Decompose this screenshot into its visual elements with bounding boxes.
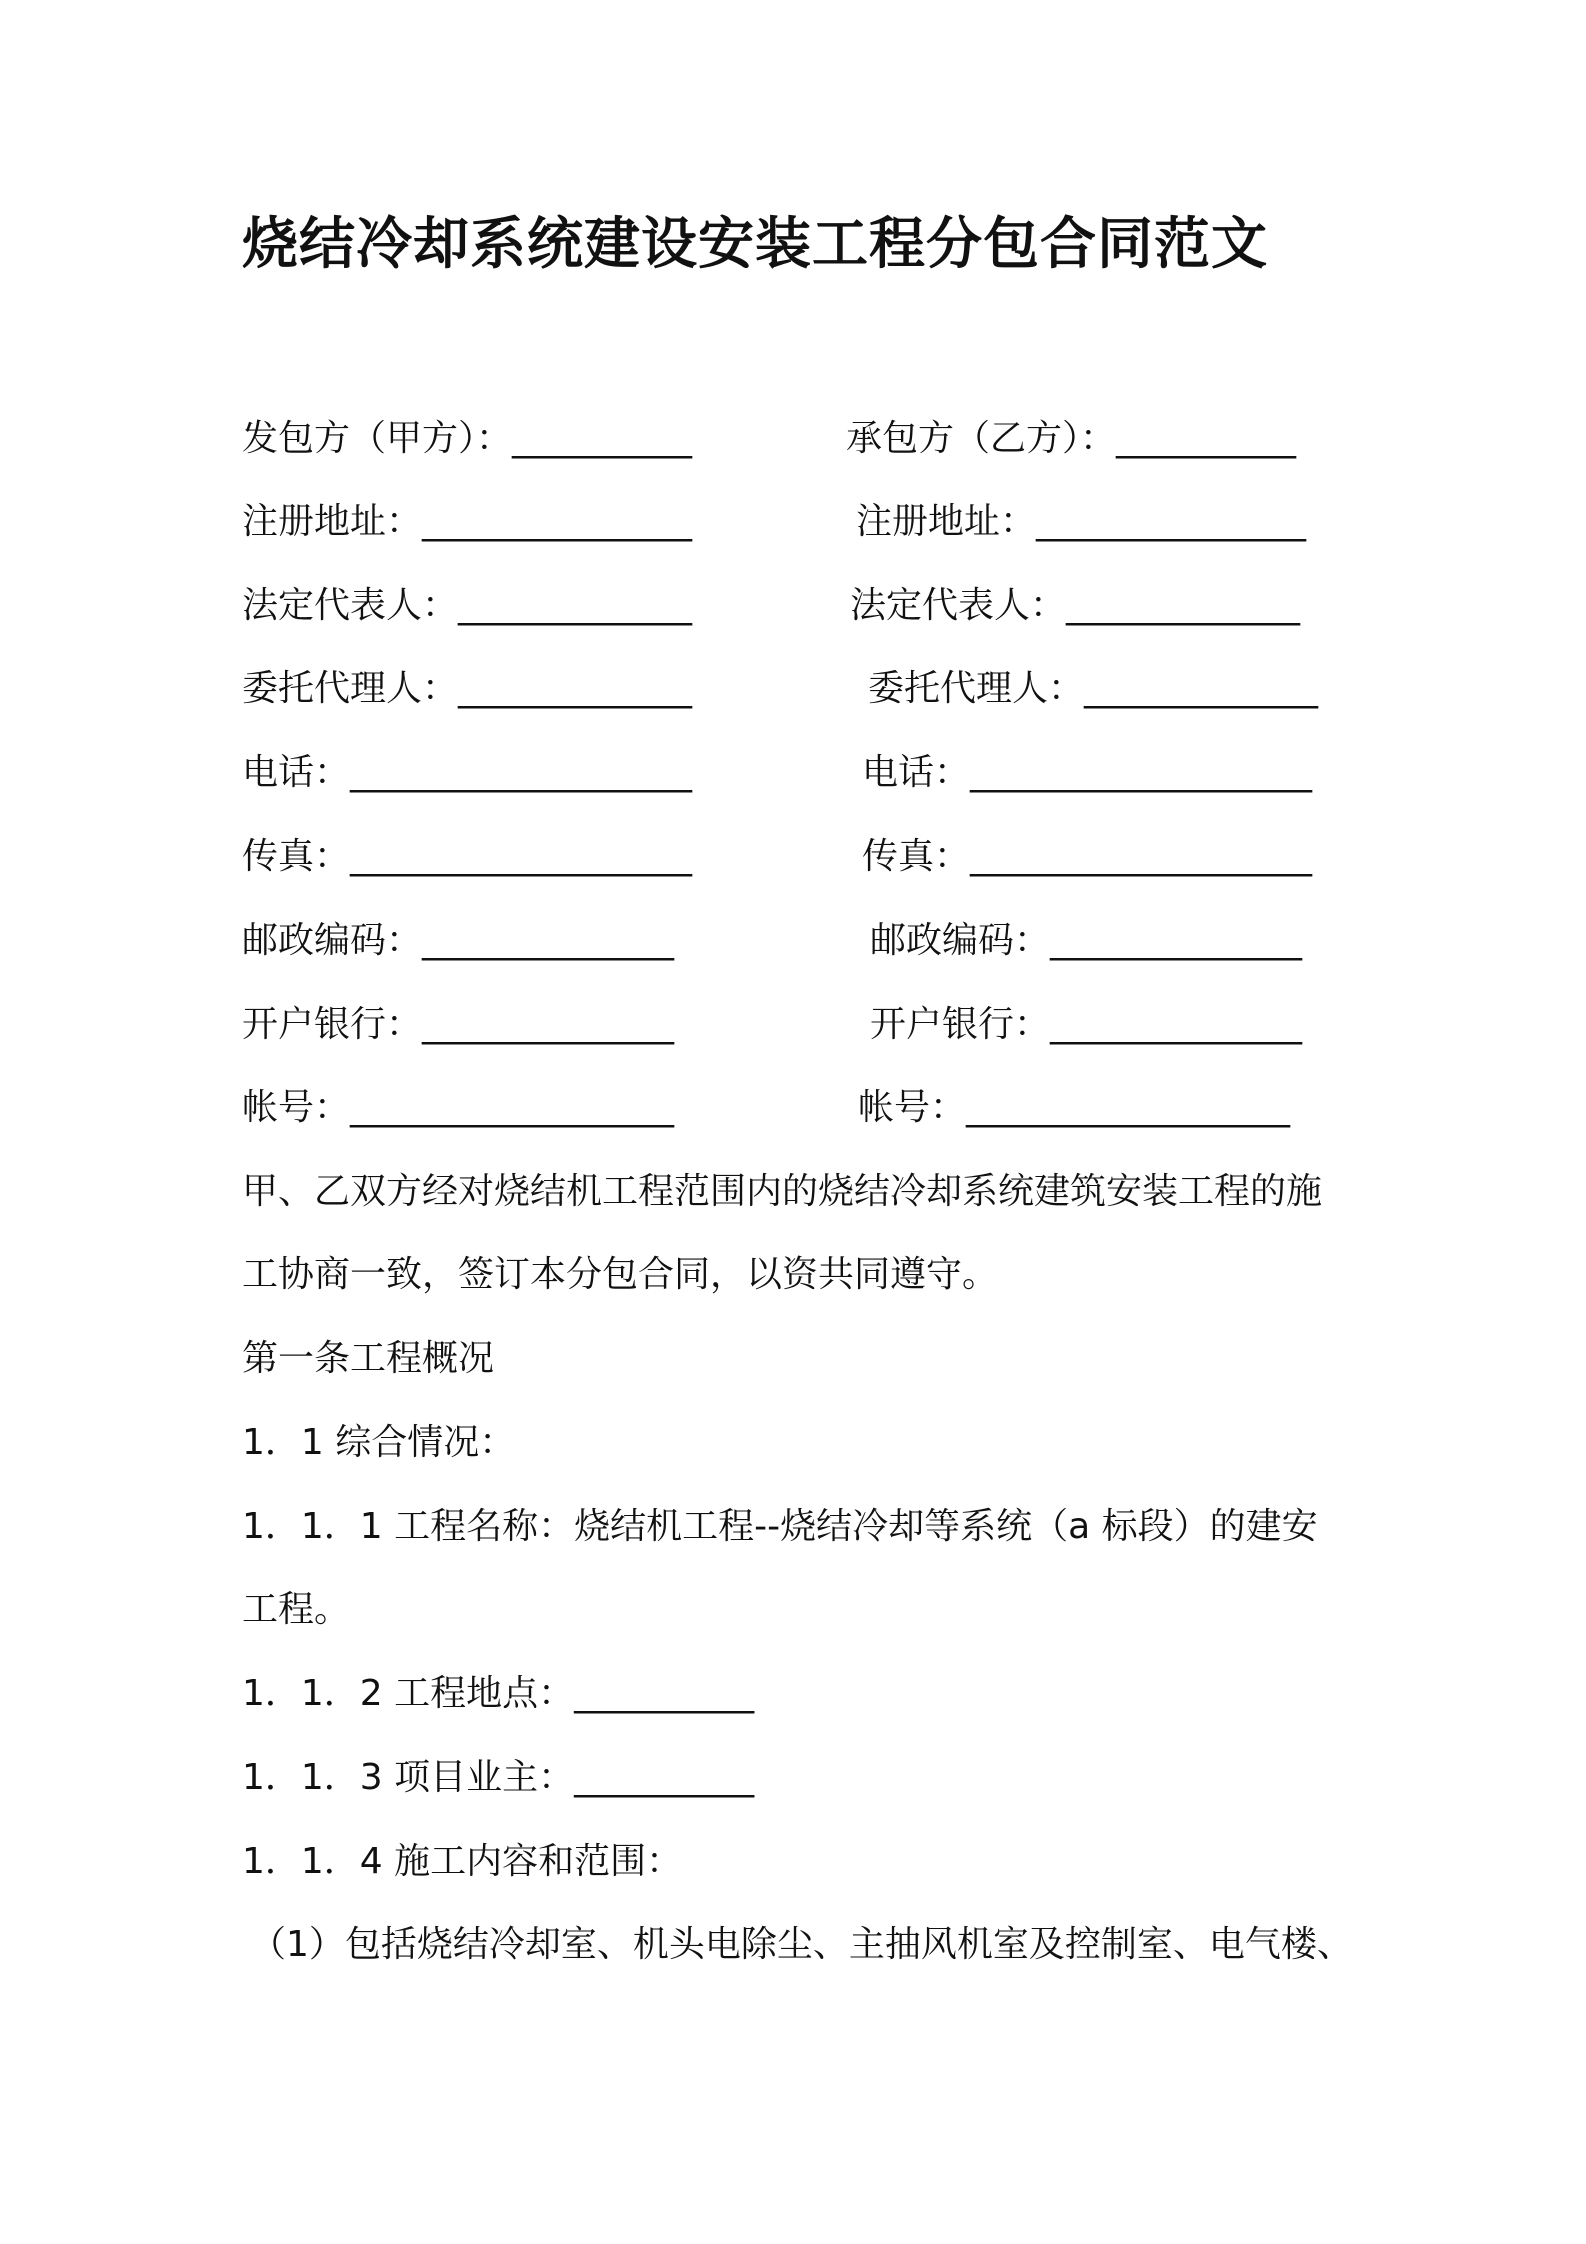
party-a-issuer-field: 发包方（甲方）：__________ [242, 418, 693, 459]
party-a-phone-field: 电话：___________________ [242, 752, 693, 793]
project-name-line-2: 工程。 [242, 1589, 351, 1630]
contract-intro-line-2: 工协商一致，签订本分包合同，以资共同遵守。 [242, 1254, 999, 1295]
party-a-account-field: 帐号：__________________ [242, 1087, 675, 1128]
party-b-bank-field: 开户银行：______________ [870, 1004, 1303, 1045]
party-a-agent-field: 委托代理人：_____________ [242, 668, 693, 709]
party-a-bank-field: 开户银行：______________ [242, 1004, 675, 1045]
party-b-fax-field: 传真：___________________ [862, 836, 1313, 877]
contract-intro-line-1: 甲、乙双方经对烧结机工程范围内的烧结冷却系统建筑安装工程的施 [242, 1171, 1323, 1212]
party-a-fax-field: 传真：___________________ [242, 836, 693, 877]
party-b-address-field: 注册地址：_______________ [856, 501, 1307, 542]
project-name-line-1: 1．1．1 工程名称：烧结机工程--烧结冷却等系统（a 标段）的建安 [242, 1506, 1318, 1547]
document-title: 烧结冷却系统建设安装工程分包合同范文 [242, 212, 1268, 277]
project-owner-field: 1．1．3 项目业主：__________ [242, 1757, 755, 1798]
article-heading: 第一条工程概况 [242, 1338, 495, 1379]
party-b-account-field: 帐号：__________________ [858, 1087, 1291, 1128]
party-b-agent-field: 委托代理人：_____________ [868, 668, 1319, 709]
scope-heading: 1．1．4 施工内容和范围： [242, 1841, 683, 1882]
scope-item-1: （1）包括烧结冷却室、机头电除尘、主抽风机室及控制室、电气楼、 [250, 1924, 1353, 1965]
party-b-legal-representative-field: 法定代表人：_____________ [850, 585, 1301, 626]
party-b-contractor-field: 承包方（乙方）：__________ [846, 418, 1297, 459]
section-heading: 1．1 综合情况： [242, 1422, 516, 1463]
party-b-postcode-field: 邮政编码：______________ [870, 920, 1303, 961]
party-a-postcode-field: 邮政编码：______________ [242, 920, 675, 961]
party-a-legal-representative-field: 法定代表人：_____________ [242, 585, 693, 626]
project-location-field: 1．1．2 工程地点：__________ [242, 1673, 755, 1714]
party-a-address-field: 注册地址：_______________ [242, 501, 693, 542]
party-b-phone-field: 电话：___________________ [862, 752, 1313, 793]
